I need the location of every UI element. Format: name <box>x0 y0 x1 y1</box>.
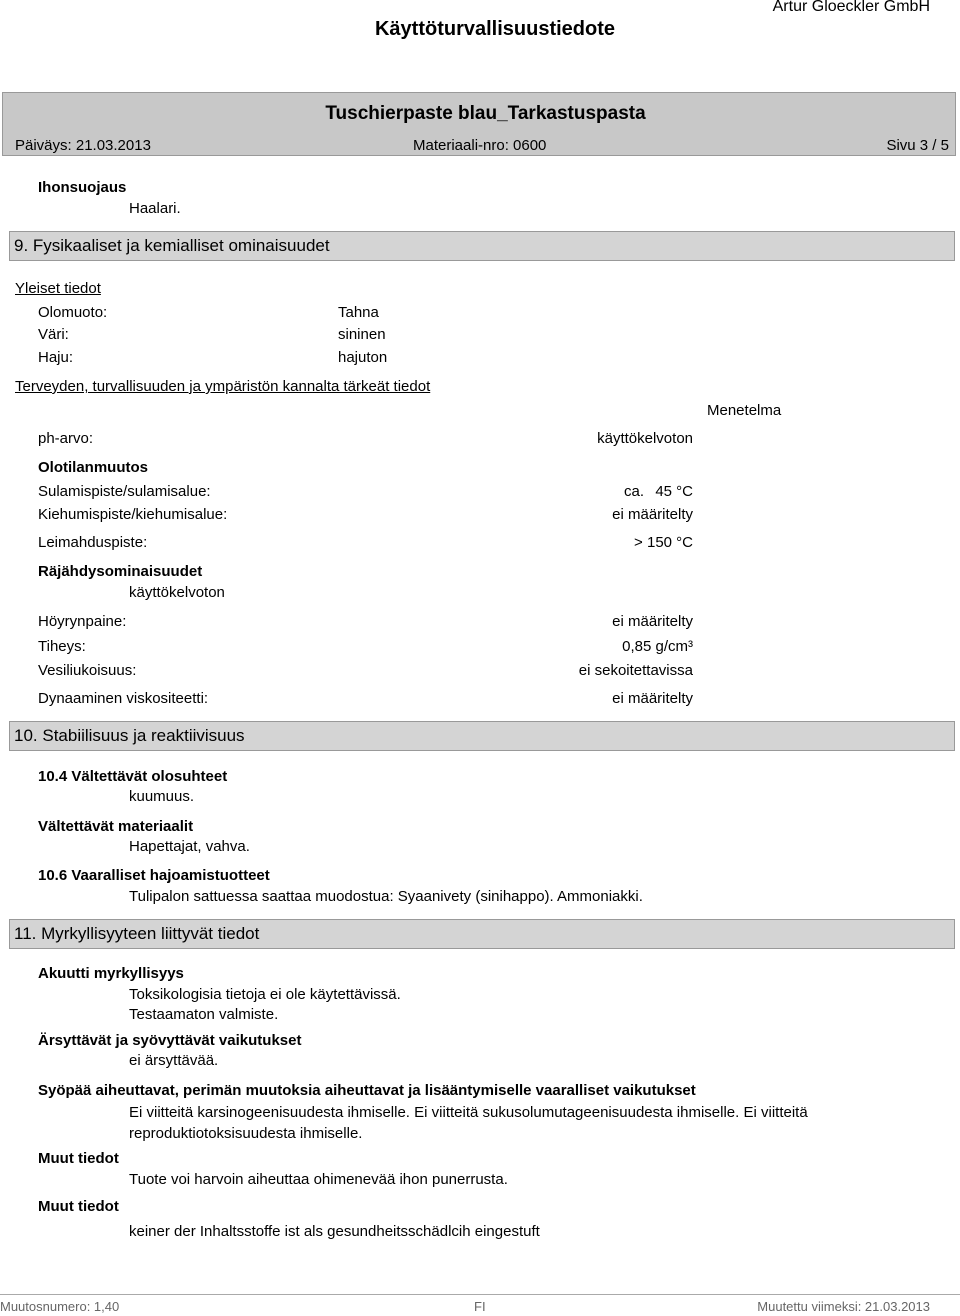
method-column-label: Menetelma <box>707 402 782 419</box>
section-10-title: 10. Stabiilisuus ja reaktiivisuus <box>14 726 245 745</box>
explosive-heading: Räjähdysominaisuudet <box>38 563 203 580</box>
general-info-heading: Yleiset tiedot <box>15 280 101 297</box>
boiling-point-value: ei määritelty <box>612 506 693 523</box>
skin-protection-heading: Ihonsuojaus <box>38 179 127 196</box>
density-label: Tiheys: <box>38 638 86 655</box>
material-number: Materiaali-nro: 0600 <box>413 137 547 154</box>
ph-value: käyttökelvoton <box>597 430 693 447</box>
other-info-value-2: keiner der Inhaltsstoffe ist als gesundheitsschädlcih eingestuft <box>129 1223 540 1240</box>
vapour-pressure-value: ei määritelty <box>612 613 693 630</box>
language-code: FI <box>474 1299 486 1314</box>
irritation-heading: Ärsyttävät ja syövyttävät vaikutukset <box>38 1032 302 1049</box>
decomposition-value: Tulipalon sattuessa saattaa muodostua: Syaanivety (sinihappo). Ammoniakki. <box>129 888 643 905</box>
explosive-value: käyttökelvoton <box>129 584 225 601</box>
acute-toxicity-heading: Akuutti myrkyllisyys <box>38 965 184 982</box>
appearance-value: Tahna <box>338 304 379 321</box>
cmr-heading: Syöpää aiheuttavat, perimän muutoksia aiheuttavat ja lisääntymiselle vaaralliset vaikutukset <box>38 1082 696 1099</box>
materials-value: Hapettajat, vahva. <box>129 838 250 855</box>
section-10-header <box>9 721 955 751</box>
other-info-value-1: Tuote voi harvoin aiheuttaa ohimenevää ihon punerrusta. <box>129 1171 508 1188</box>
melting-point-label: Sulamispiste/sulamisalue: <box>38 483 211 500</box>
water-solubility-label: Vesiliukoisuus: <box>38 662 137 679</box>
water-solubility-value: ei sekoitettavissa <box>578 662 693 679</box>
decomposition-heading: 10.6 Vaaralliset hajoamistuotteet <box>38 867 270 884</box>
colour-value: sininen <box>338 326 386 343</box>
acute-toxicity-line-2: Testaamaton valmiste. <box>129 1006 279 1023</box>
section-11-title: 11. Myrkyllisyyteen liittyvät tiedot <box>14 924 260 943</box>
state-change-heading: Olotilanmuutos <box>38 459 148 476</box>
product-name: Tuschierpaste blau_Tarkastuspasta <box>325 103 646 124</box>
flash-point-label: Leimahduspiste: <box>38 534 148 551</box>
density-value: 0,85 g/cm³ <box>622 638 693 655</box>
irritation-value: ei ärsyttävää. <box>129 1052 219 1069</box>
melting-point-value: 45 °C <box>655 483 693 500</box>
ph-label: ph-arvo: <box>38 430 94 447</box>
page-number: Sivu 3 / 5 <box>886 137 949 154</box>
document-title: Käyttöturvallisuustiedote <box>374 18 616 40</box>
conditions-heading: 10.4 Vältettävät olosuhteet <box>38 768 228 785</box>
boiling-point-label: Kiehumispiste/kiehumisalue: <box>38 506 228 523</box>
viscosity-value: ei määritelty <box>612 690 693 707</box>
document-date: Päiväys: 21.03.2013 <box>15 137 151 154</box>
colour-label: Väri: <box>38 326 69 343</box>
odour-label: Haju: <box>38 349 74 366</box>
skin-protection-value: Haalari. <box>129 200 181 217</box>
health-safety-heading: Terveyden, turvallisuuden ja ympäristön kannalta tärkeät tiedot <box>15 378 431 395</box>
section-11-header <box>9 919 955 949</box>
last-changed: Muutettu viimeksi: 21.03.2013 <box>757 1299 930 1314</box>
other-info-heading-2: Muut tiedot <box>38 1198 119 1215</box>
viscosity-label: Dynaaminen viskositeetti: <box>38 690 209 707</box>
footer-divider <box>0 1294 960 1295</box>
odour-value: hajuton <box>338 349 388 366</box>
section-9-title: 9. Fysikaaliset ja kemialliset ominaisuudet <box>14 236 330 255</box>
materials-heading: Vältettävät materiaalit <box>38 818 194 835</box>
conditions-value: kuumuus. <box>129 788 195 805</box>
section-9-header <box>9 231 955 261</box>
revision-number: Muutosnumero: 1,40 <box>0 1299 120 1314</box>
melting-point-prefix: ca. <box>624 483 645 500</box>
appearance-label: Olomuoto: <box>38 304 108 321</box>
product-header-box <box>2 92 956 156</box>
cmr-line-1: Ei viitteitä karsinogeenisuudesta ihmiselle. Ei viitteitä sukusolumutageenisuudesta ihmiselle. Ei viitteitä <box>129 1104 808 1121</box>
acute-toxicity-line-1: Toksikologisia tietoja ei ole käytettävissä. <box>129 986 401 1003</box>
vapour-pressure-label: Höyrynpaine: <box>38 613 127 630</box>
company-name: Artur Gloeckler GmbH <box>772 0 930 15</box>
flash-point-value: > 150 °C <box>634 534 693 551</box>
cmr-line-2: reproduktiotoksisuudesta ihmiselle. <box>129 1125 363 1142</box>
other-info-heading-1: Muut tiedot <box>38 1150 119 1167</box>
